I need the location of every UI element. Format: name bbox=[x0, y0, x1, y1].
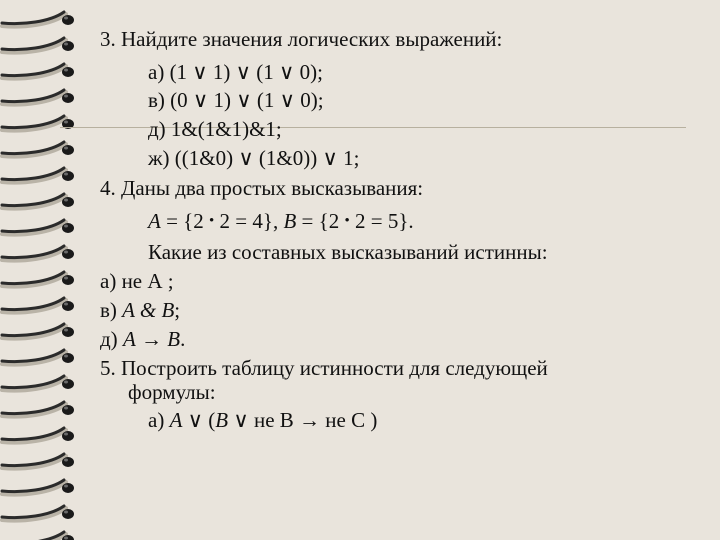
multiply-dot-icon: • bbox=[209, 213, 215, 229]
binding-ring bbox=[2, 38, 74, 53]
task-4-heading: 4. Даны два простых высказывания: bbox=[100, 176, 424, 200]
statement-a-symbol: A bbox=[148, 209, 161, 233]
task-3-item-d: д) 1&(1&1)&1; bbox=[148, 117, 282, 141]
binding-ring bbox=[2, 532, 74, 540]
binding-ring bbox=[2, 272, 74, 287]
binding-ring bbox=[2, 324, 74, 339]
option-d-b: B bbox=[167, 327, 181, 351]
formula-prefix: а) bbox=[148, 408, 170, 432]
binding-ring bbox=[2, 454, 74, 469]
formula-a: A bbox=[169, 408, 183, 432]
option-v-operator: & bbox=[134, 298, 162, 322]
option-d bbox=[100, 327, 185, 351]
binding-ring bbox=[2, 246, 74, 261]
statement-b-part2: 2 = 5}. bbox=[349, 209, 414, 233]
spiral-binding bbox=[0, 0, 90, 540]
binding-ring bbox=[2, 90, 74, 105]
task-3-item-zh: ж) ((1&0) ∨ (1&0)) ∨ 1; bbox=[148, 146, 360, 170]
option-v-a: A bbox=[122, 298, 135, 322]
statement-a-part2: 2 = 4}, bbox=[214, 209, 284, 233]
multiply-dot-icon: • bbox=[344, 213, 350, 229]
implication-arrow-icon: → bbox=[135, 327, 168, 351]
formula-mid: ∨ ( bbox=[182, 408, 216, 432]
option-v-end: ; bbox=[174, 298, 181, 322]
option-d-end: . bbox=[180, 327, 186, 351]
task-4-question: Какие из составных высказываний истинны: bbox=[148, 240, 548, 264]
binding-ring bbox=[2, 194, 74, 209]
statement-a-part1: = {2 bbox=[160, 209, 210, 233]
binding-ring bbox=[2, 402, 74, 417]
task-3-heading: 3. Найдите значения логических выражений: bbox=[100, 27, 503, 51]
formula-b: B bbox=[215, 408, 229, 432]
task-5-formula bbox=[148, 408, 377, 432]
task-3-item-a: а) (1 ∨ 1) ∨ (1 ∨ 0); bbox=[148, 60, 323, 84]
binding-ring bbox=[2, 64, 74, 79]
formula-end: ∨ не В → не С ) bbox=[228, 408, 378, 432]
option-a: а) не А ; bbox=[100, 269, 174, 293]
option-v bbox=[100, 298, 180, 322]
binding-ring bbox=[2, 350, 74, 365]
task-5-heading: 5. Построить таблицу истинности для следующей bbox=[100, 356, 548, 380]
binding-ring bbox=[2, 428, 74, 443]
binding-ring bbox=[2, 116, 74, 131]
task-3-item-v: в) (0 ∨ 1) ∨ (1 ∨ 0); bbox=[148, 88, 324, 112]
binding-ring bbox=[2, 480, 74, 495]
binding-ring bbox=[2, 142, 74, 157]
binding-ring bbox=[2, 376, 74, 391]
statement-b-symbol: B bbox=[283, 209, 297, 233]
option-d-prefix: д) bbox=[100, 327, 123, 351]
binding-ring bbox=[2, 12, 74, 27]
option-d-a: A bbox=[122, 327, 136, 351]
option-v-b: B bbox=[161, 298, 175, 322]
task-4-statements bbox=[148, 209, 414, 233]
binding-ring bbox=[2, 220, 74, 235]
binding-ring bbox=[2, 298, 74, 313]
binding-ring bbox=[2, 168, 74, 183]
binding-ring bbox=[2, 506, 74, 521]
statement-b-part1: = {2 bbox=[296, 209, 345, 233]
option-v-prefix: в) bbox=[100, 298, 123, 322]
task-5-heading-cont: формулы: bbox=[128, 380, 216, 404]
